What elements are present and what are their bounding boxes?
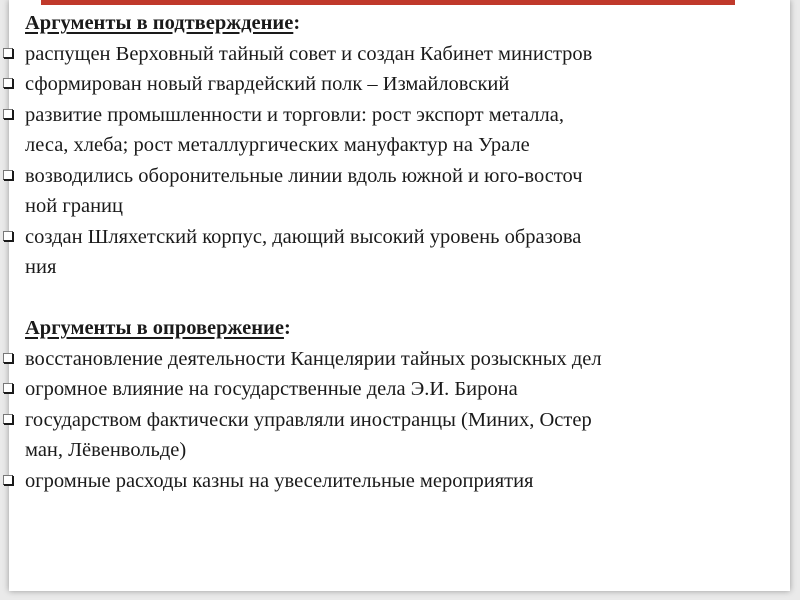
- list-item: [9, 405, 790, 466]
- item-line: ния: [25, 256, 57, 278]
- item-line: ман, Лёвенвольде): [25, 439, 187, 461]
- list-item: [9, 344, 790, 375]
- item-line: создан Шляхетский корпус, дающий высокий уровень образова: [25, 225, 582, 248]
- list-item: [9, 69, 790, 100]
- heading-suffix: :: [283, 317, 291, 339]
- checkbox-bullet-icon: [3, 48, 13, 58]
- list-item: [9, 374, 790, 405]
- item-line: огромные расходы казны на увеселительные мероприятия: [25, 469, 534, 492]
- list-item: [9, 466, 790, 497]
- slide-content: [9, 8, 790, 496]
- checkbox-bullet-icon: [3, 475, 13, 485]
- item-line: ной границ: [25, 195, 123, 217]
- checkbox-bullet-icon: [3, 170, 13, 180]
- checkbox-bullet-icon: [3, 383, 13, 393]
- heading-text: Аргументы в подтверждение: [25, 12, 294, 34]
- list-item: [9, 161, 790, 222]
- list-item: [9, 39, 790, 70]
- slide: [9, 0, 790, 591]
- item-line: леса, хлеба; рост металлургических мануфактур на Урале: [25, 134, 530, 156]
- item-line: восстановление деятельности Канцелярии тайных розыскных дел: [25, 347, 602, 370]
- item-line: возводились оборонительные линии вдоль южной и юго-восточ: [25, 164, 583, 187]
- checkbox-bullet-icon: [3, 353, 13, 363]
- item-line: государством фактически управляли иностранцы (Миних, Остер: [25, 408, 592, 431]
- item-line: сформирован новый гвардейский полк – Измайловский: [25, 73, 510, 95]
- heading-suffix: :: [293, 12, 301, 34]
- list-item: [9, 100, 790, 161]
- item-line: огромное влияние на государственные дела Э.И. Бирона: [25, 378, 518, 400]
- item-line: распущен Верховный тайный совет и создан Кабинет министров: [25, 42, 593, 65]
- checkbox-bullet-icon: [3, 231, 13, 241]
- checkbox-bullet-icon: [3, 78, 13, 88]
- heading-text: Аргументы в опровержение: [25, 317, 284, 339]
- accent-bar: [41, 0, 735, 5]
- checkbox-bullet-icon: [3, 109, 13, 119]
- section-heading-support: [9, 8, 790, 39]
- item-line: развитие промышленности и торговли: рост экспорт металла,: [25, 103, 564, 126]
- checkbox-bullet-icon: [3, 414, 13, 424]
- section-heading-refute: [9, 313, 790, 344]
- list-item: [9, 222, 790, 283]
- section-spacer: [9, 283, 790, 314]
